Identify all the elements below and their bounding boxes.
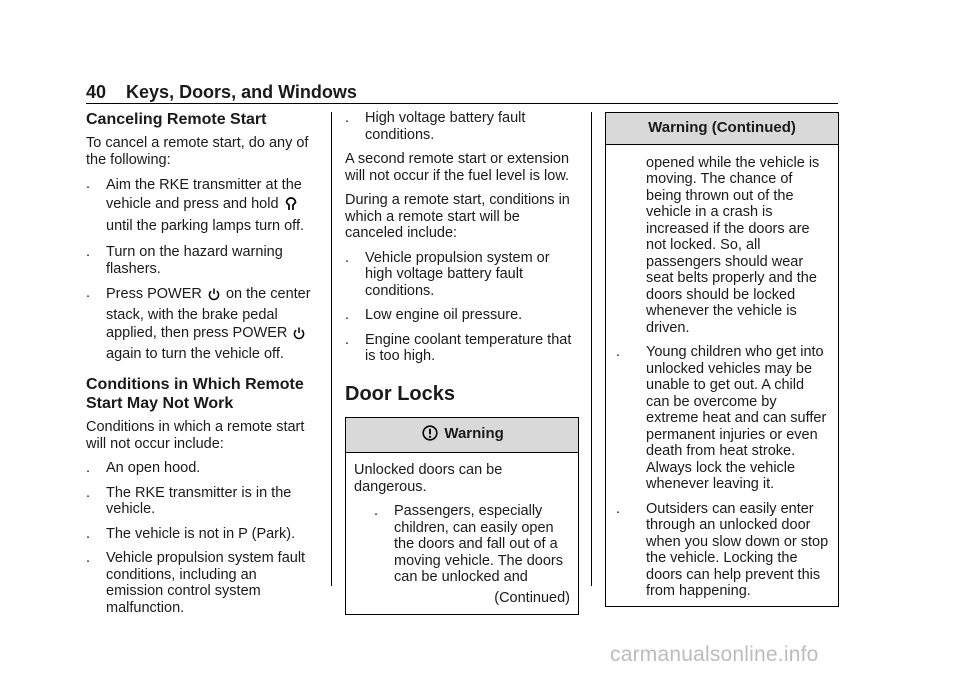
cancel-step-3b: on the center stack, with the brake pedal applied, then press POWER — [106, 286, 311, 341]
conditions-intro: Conditions in which a remote start will not occur include: — [86, 419, 305, 452]
power-icon — [293, 327, 305, 345]
continued-label: (Continued) — [494, 589, 570, 606]
warning-body — [346, 453, 578, 614]
remote-start-icon — [285, 195, 297, 217]
bullet: . — [86, 176, 91, 192]
watermark: carmanualsonline.info — [610, 643, 819, 666]
column-divider-1 — [331, 112, 332, 586]
list-item: . An open hood. — [86, 460, 201, 476]
list-item: . Vehicle propulsion system fault conditions, including an emission control system malfunction. — [86, 550, 306, 616]
warning-title: Warning — [444, 424, 504, 442]
heading-door-locks: Door Locks — [345, 382, 456, 405]
cancel-step-2: Turn on the hazard warning flashers. — [106, 244, 283, 277]
warning-header — [346, 418, 578, 454]
list-item: . Press POWER on the center stack, with the brake pedal applied, then press POWER again to turn the vehicle off. — [86, 285, 311, 362]
list-item: . Vehicle propulsion system or high voltage battery fault conditions. — [345, 249, 550, 299]
warning-icon — [422, 425, 438, 446]
warning-text: Unlocked doors can be dangerous. — [354, 462, 503, 495]
warning-box — [345, 417, 579, 616]
second-remote-start-text: A second remote start or extension will not occur if the fuel level is low. — [345, 151, 570, 184]
warning-box-continued — [605, 112, 839, 607]
chapter-title: Keys, Doors, and Windows — [126, 82, 357, 102]
page-number: 40 — [86, 82, 107, 102]
cancel-step-3c: again to turn the vehicle off. — [106, 346, 284, 362]
list-item: . Passengers, especially children, can easily open the doors and fall out of a moving vehicle. The doors can be unlocked and — [374, 503, 563, 585]
heading-conditions: Conditions in Which Remote Start May Not Work — [86, 376, 304, 412]
list-item: . Outsiders can easily enter through an unlocked door when you slow down or stop the vehicle. Locking the doors can help prevent this from happening. — [616, 500, 829, 599]
page-header — [86, 82, 357, 103]
column-1 — [86, 110, 316, 624]
during-remote-start-text: During a remote start, conditions in which a remote start will be canceled include: — [345, 192, 570, 241]
list-item: . Turn on the hazard warning flashers. — [86, 244, 316, 277]
cancel-step-1b: until the parking lamps turn off. — [106, 218, 305, 234]
list-item: . The RKE transmitter is in the vehicle. — [86, 484, 292, 517]
cancel-step-3a: Press POWER — [106, 286, 202, 302]
column-2 — [345, 110, 579, 615]
list-item — [86, 176, 316, 236]
power-icon — [208, 288, 220, 306]
cancel-intro: To cancel a remote start, do any of the following: — [86, 135, 309, 168]
list-item: . Low engine oil pressure. — [345, 307, 523, 323]
list-item: . Engine coolant temperature that is too high. — [345, 331, 572, 364]
warning-body — [606, 145, 838, 606]
warning-continued-text: opened while the vehicle is moving. The chance of being thrown out of the vehicle in a crash is increased if the doors are not locked. So, all passengers should wear seat belts properly and the doors should be locked whenever the vehicle is driven. — [646, 154, 820, 336]
column-divider-2 — [591, 112, 592, 586]
list-item: . Young children who get into unlocked vehicles may be unable to get out. A child can be overcome by extreme heat and can suffer permanent injuries or even death from heat stroke. Always lock the vehicle whenever leaving it. — [616, 344, 827, 492]
list-item: . High voltage battery fault conditions. — [345, 110, 526, 143]
column-3 — [605, 112, 839, 607]
cancel-step-1a: Aim the RKE transmitter at the vehicle and press and hold — [106, 177, 302, 212]
warning-header: Warning (Continued) — [606, 113, 838, 145]
list-item: . The vehicle is not in P (Park). — [86, 525, 296, 542]
header-rule — [86, 103, 838, 104]
heading-canceling-remote-start: Canceling Remote Start — [86, 111, 267, 128]
